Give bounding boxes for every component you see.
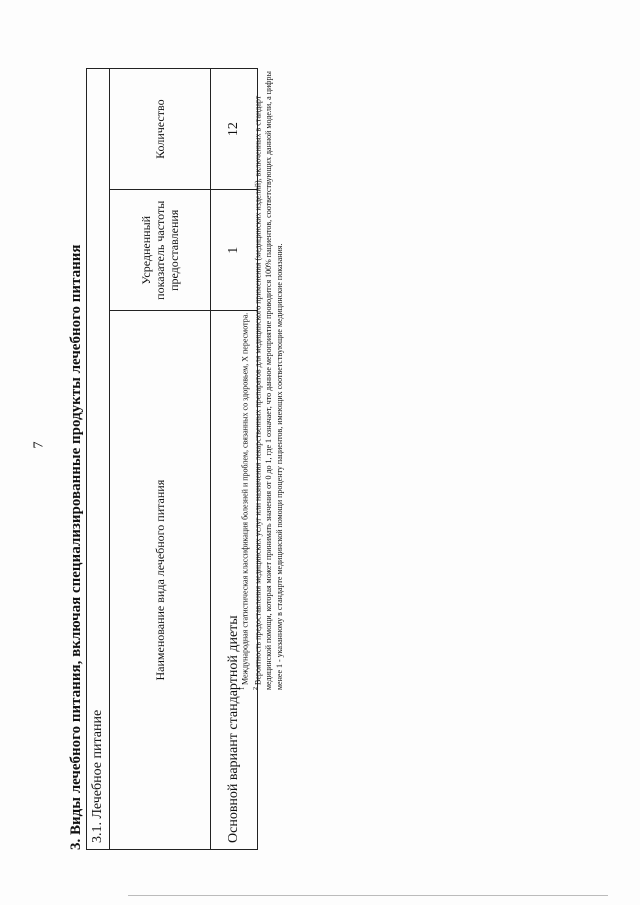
footnote-text: Вероятность предоставления медицинских услуг или назначения лекарственных препаратов для медицинского применения (медицинских изделий), включенных в стандарт медицинской помощи, которая может принимать значения от 0 до 1, где 1 означает, что данное мероприятие проводится 100% пациентов, соответствующих данной модели, а цифры менее 1 - указанному в стандарте медицинской помощи проценту пациентов, имеющих соответствующие медицинские показания. — [253, 71, 284, 690]
rotated-content — [60, 50, 360, 850]
header-name: Наименование вида лечебного питания — [110, 311, 211, 850]
footnotes — [238, 70, 285, 690]
cell-name: Основной вариант стандартной диеты — [211, 311, 258, 850]
footnote-text: Международная статистическая классификация болезней и проблем, связанных со здоровьем, X пересмотра. — [240, 312, 250, 685]
header-quantity: Количество — [110, 69, 211, 190]
page-number: 7 — [31, 441, 47, 449]
cell-frequency: 1 — [211, 190, 258, 311]
section-title: 3. Виды лечебного питания, включая специализированные продукты лечебного питания — [68, 244, 84, 850]
footnote — [251, 70, 285, 690]
table-header-row — [110, 69, 211, 850]
scan-edge-line — [128, 895, 608, 896]
footnote — [238, 70, 251, 690]
footnote-mark: 1 — [240, 687, 246, 690]
nutrition-table — [86, 68, 258, 850]
footnote-mark: 2 — [253, 687, 260, 690]
table-section-row — [87, 69, 110, 850]
subsection-title: 3.1. Лечебное питание — [87, 69, 110, 850]
header-frequency: Усредненный показатель частоты предоставления — [110, 190, 211, 311]
cell-quantity: 12 — [211, 69, 258, 190]
